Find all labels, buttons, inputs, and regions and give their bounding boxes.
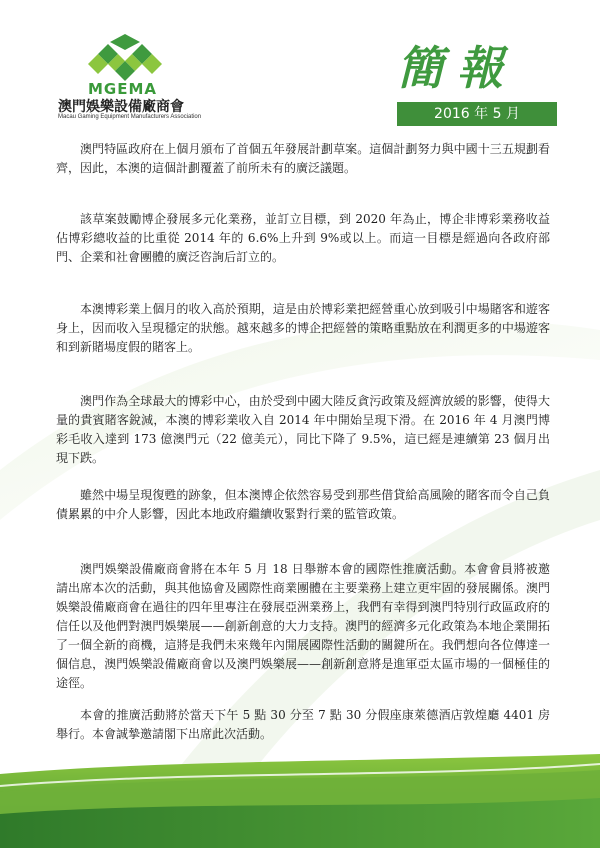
- logo-abbreviation: MGEMA: [88, 80, 158, 98]
- mgema-logo-icon: [88, 34, 162, 86]
- paragraph: 澳門娛樂設備廠商會將在本年 5 月 18 日舉辦本會的國際性推廣活動。本會會員將被邀請出席本次的活動，與其他協會及國際性商業團體在主要業務上建立更牢固的發展關係。澳門娛樂設備廠商會在過往的四年里專注在發展亞洲業務上，我們有幸得到澳門特別行政區政府的信任以及他們對澳門娛樂展——創新創意的大力支持。澳門的經濟多元化政策為本地企業開拓了一個全新的商機，這將是我們未來幾年內開展國際性活動的關鍵所在。我們想向各位傳達一個信息，澳門娛樂設備廠商會以及澳門娛樂展——創新創意將是進軍亞太區市場的一個極佳的途徑。: [56, 562, 550, 690]
- paragraph: 該草案鼓勵博企發展多元化業務，並訂立目標，到 2020 年為止，博企非博彩業務收益佔博彩總收益的比重從 2014 年的 6.6%上升到 9%或以上。而這一目標是經過向各政府部門、企業和社會團體的廣泛咨詢后訂立的。: [56, 212, 550, 264]
- organization-name-chinese: 澳門娛樂設備廠商會: [58, 99, 184, 115]
- organization-name-english: Macau Gaming Equipment Manufacturers Association: [58, 114, 202, 120]
- paragraph: 本會的推廣活動將於當天下午 5 點 30 分至 7 點 30 分假座康萊德酒店敦煌廳 4401 房舉行。本會誠摯邀請閣下出席此次活動。: [56, 708, 550, 741]
- date-banner: 2016 年 5 月: [397, 102, 557, 126]
- paragraph: 本澳博彩業上個月的收入高於預期，這是由於博彩業把經營重心放到吸引中場賭客和遊客身上，因而收入呈現穩定的狀態。越來越多的博企把經營的策略重點放在利潤更多的中場遊客和到新賭場度假的賭客上。: [56, 302, 550, 354]
- paragraph: 澳門特區政府在上個月頒布了首個五年發展計劃草案。這個計劃努力與中國十三五規劃看齊，因此，本澳的這個計劃覆蓋了前所未有的廣泛議題。: [56, 142, 550, 175]
- paragraph: 雖然中場呈現復甦的跡象，但本澳博企依然容易受到那些借貸給高風險的賭客而令自己負債累累的中介人影響，因此本地政府繼續收緊對行業的監管政策。: [56, 488, 550, 521]
- page-title: 簡報: [397, 41, 517, 95]
- header: [0, 0, 600, 128]
- title-block: [397, 40, 557, 126]
- footer-green-wave: [0, 752, 600, 848]
- paragraph: 澳門作為全球最大的博彩中心，由於受到中國大陸反貪污政策及經濟放緩的影響，使得大量的貴賓賭客銳減，本澳的博彩業收入自 2014 年中開始呈現下滑。在 2016 年 4 月澳門博彩毛收入達到 173 億澳門元（22 億美元），同比下降了 9.5%，這已經是連續第 23 個月出現下跌。: [56, 394, 550, 465]
